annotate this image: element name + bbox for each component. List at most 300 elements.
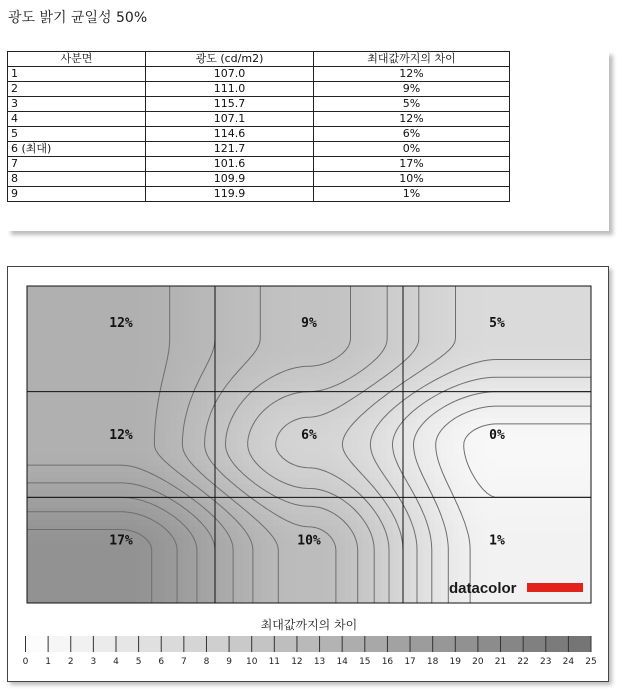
heatmap-tile — [399, 340, 406, 347]
heatmap-tile — [75, 382, 82, 389]
heatmap-tile — [519, 412, 526, 419]
heatmap-tile — [33, 304, 40, 311]
heatmap-tile — [279, 286, 286, 293]
heatmap-tile — [27, 544, 34, 551]
heatmap-tile — [63, 328, 70, 335]
heatmap-tile — [69, 490, 76, 497]
heatmap-tile — [303, 520, 310, 527]
heatmap-tile — [573, 466, 580, 473]
heatmap-tile — [279, 466, 286, 473]
heatmap-tile — [171, 340, 178, 347]
heatmap-tile — [129, 382, 136, 389]
heatmap-tile — [351, 328, 358, 335]
heatmap-tile — [195, 460, 202, 467]
heatmap-tile — [459, 562, 466, 569]
heatmap-tile — [309, 364, 316, 371]
heatmap-tile — [261, 574, 268, 581]
heatmap-tile — [57, 538, 64, 545]
heatmap-tile — [81, 400, 88, 407]
heatmap-tile — [219, 592, 226, 599]
heatmap-tile — [87, 592, 94, 599]
heatmap-tile — [501, 466, 508, 473]
heatmap-tile — [471, 526, 478, 533]
heatmap-tile — [183, 322, 190, 329]
heatmap-tile — [339, 328, 346, 335]
heatmap-tile — [501, 448, 508, 455]
heatmap-tile — [399, 316, 406, 323]
heatmap-tile — [267, 430, 274, 437]
heatmap-tile — [153, 286, 160, 293]
heatmap-tile — [153, 316, 160, 323]
heatmap-tile — [345, 418, 352, 425]
heatmap-tile — [93, 304, 100, 311]
heatmap-tile — [351, 340, 358, 347]
heatmap-tile — [567, 544, 574, 551]
heatmap-tile — [381, 310, 388, 317]
heatmap-tile — [93, 364, 100, 371]
heatmap-tile — [237, 508, 244, 515]
heatmap-tile — [345, 586, 352, 593]
heatmap-tile — [291, 478, 298, 485]
heatmap-tile — [369, 520, 376, 527]
heatmap-tile — [111, 394, 118, 401]
heatmap-tile — [261, 406, 268, 413]
heatmap-tile — [357, 538, 364, 545]
heatmap-tile — [507, 346, 514, 353]
heatmap-tile — [87, 598, 94, 605]
heatmap-tile — [429, 370, 436, 377]
heatmap-tile — [393, 574, 400, 581]
heatmap-tile — [429, 460, 436, 467]
heatmap-tile — [159, 520, 166, 527]
heatmap-tile — [51, 580, 58, 587]
heatmap-tile — [171, 352, 178, 359]
heatmap-tile — [75, 586, 82, 593]
heatmap-tile — [219, 310, 226, 317]
heatmap-tile — [555, 562, 562, 569]
heatmap-tile — [441, 436, 448, 443]
heatmap-tile — [291, 424, 298, 431]
heatmap-tile — [303, 298, 310, 305]
heatmap-tile — [525, 406, 532, 413]
heatmap-tile — [111, 412, 118, 419]
heatmap-tile — [507, 322, 514, 329]
heatmap-tile — [315, 598, 322, 605]
heatmap-tile — [51, 418, 58, 425]
heatmap-tile — [117, 502, 124, 509]
heatmap-tile — [315, 376, 322, 383]
heatmap-tile — [399, 346, 406, 353]
heatmap-tile — [237, 418, 244, 425]
heatmap-tile — [255, 412, 262, 419]
heatmap-tile — [213, 412, 220, 419]
heatmap-tile — [345, 406, 352, 413]
heatmap-tile — [93, 406, 100, 413]
heatmap-tile — [63, 502, 70, 509]
heatmap-tile — [135, 304, 142, 311]
heatmap-tile — [225, 352, 232, 359]
heatmap-tile — [81, 358, 88, 365]
heatmap-tile — [141, 298, 148, 305]
heatmap-tile — [495, 550, 502, 557]
heatmap-tile — [123, 364, 130, 371]
heatmap-tile — [183, 286, 190, 293]
heatmap-tile — [225, 394, 232, 401]
heatmap-tile — [195, 430, 202, 437]
heatmap-tile — [99, 580, 106, 587]
heatmap-tile — [225, 544, 232, 551]
heatmap-tile — [549, 592, 556, 599]
heatmap-tile — [573, 532, 580, 539]
heatmap-tile — [477, 454, 484, 461]
heatmap-tile — [93, 430, 100, 437]
heatmap-tile — [579, 286, 586, 293]
heatmap-tile — [153, 364, 160, 371]
heatmap-tile — [213, 322, 220, 329]
heatmap-tile — [345, 478, 352, 485]
heatmap-tile — [453, 448, 460, 455]
heatmap-tile — [297, 370, 304, 377]
heatmap-tile — [333, 316, 340, 323]
heatmap-tile — [219, 538, 226, 545]
heatmap-tile — [555, 442, 562, 449]
heatmap-tile — [93, 580, 100, 587]
heatmap-tile — [567, 514, 574, 521]
heatmap-tile — [555, 532, 562, 539]
heatmap-tile — [483, 340, 490, 347]
heatmap-tile — [117, 286, 124, 293]
heatmap-tile — [237, 292, 244, 299]
heatmap-tile — [147, 574, 154, 581]
heatmap-tile — [33, 472, 40, 479]
heatmap-tile — [183, 544, 190, 551]
heatmap-tile — [519, 442, 526, 449]
heatmap-tile — [345, 568, 352, 575]
heatmap-tile — [351, 448, 358, 455]
heatmap-tile — [483, 520, 490, 527]
heatmap-tile — [549, 328, 556, 335]
heatmap-tile — [531, 514, 538, 521]
heatmap-tile — [105, 406, 112, 413]
heatmap-tile — [57, 490, 64, 497]
heatmap-tile — [231, 310, 238, 317]
heatmap-tile — [567, 394, 574, 401]
heatmap-tile — [99, 358, 106, 365]
heatmap-tile — [81, 346, 88, 353]
heatmap-tile — [363, 448, 370, 455]
heatmap-tile — [309, 352, 316, 359]
heatmap-tile — [411, 394, 418, 401]
heatmap-tile — [75, 574, 82, 581]
heatmap-tile — [405, 334, 412, 341]
heatmap-tile — [237, 430, 244, 437]
heatmap-tile — [315, 334, 322, 341]
heatmap-tile — [543, 316, 550, 323]
heatmap-tile — [297, 382, 304, 389]
heatmap-tile — [117, 364, 124, 371]
heatmap-tile — [543, 286, 550, 293]
heatmap-tile — [465, 334, 472, 341]
heatmap-tile — [39, 424, 46, 431]
heatmap-tile — [573, 340, 580, 347]
heatmap-tile — [291, 328, 298, 335]
heatmap-tile — [75, 550, 82, 557]
heatmap-tile — [93, 442, 100, 449]
heatmap-tile — [39, 484, 46, 491]
heatmap-tile — [147, 532, 154, 539]
heatmap-tile — [219, 478, 226, 485]
heatmap-tile — [411, 382, 418, 389]
heatmap-tile — [531, 568, 538, 575]
heatmap-tile — [63, 586, 70, 593]
heatmap-tile — [519, 406, 526, 413]
heatmap-tile — [573, 448, 580, 455]
heatmap-tile — [339, 598, 346, 605]
heatmap-tile — [327, 292, 334, 299]
heatmap-tile — [39, 574, 46, 581]
heatmap-tile — [249, 592, 256, 599]
heatmap-tile — [285, 322, 292, 329]
heatmap-tile — [231, 556, 238, 563]
heatmap-tile — [297, 346, 304, 353]
heatmap-tile — [435, 412, 442, 419]
heatmap-tile — [57, 478, 64, 485]
heatmap-tile — [63, 340, 70, 347]
heatmap-tile — [429, 514, 436, 521]
heatmap-tile — [33, 394, 40, 401]
heatmap-tile — [165, 490, 172, 497]
heatmap-tile — [165, 310, 172, 317]
heatmap-tile — [291, 358, 298, 365]
heatmap-tile — [51, 364, 58, 371]
heatmap-tile — [417, 490, 424, 497]
heatmap-tile — [423, 448, 430, 455]
heatmap-tile — [75, 424, 82, 431]
heatmap-tile — [285, 472, 292, 479]
heatmap-tile — [123, 286, 130, 293]
heatmap-tile — [183, 532, 190, 539]
heatmap-tile — [63, 310, 70, 317]
heatmap-tile — [573, 538, 580, 545]
heatmap-tile — [213, 316, 220, 323]
heatmap-tile — [105, 364, 112, 371]
heatmap-tile — [507, 448, 514, 455]
diff-cell: 12% — [314, 67, 510, 82]
heatmap-tile — [531, 328, 538, 335]
heatmap-tile — [381, 598, 388, 605]
heatmap-tile — [471, 490, 478, 497]
heatmap-tile — [171, 478, 178, 485]
heatmap-tile — [477, 370, 484, 377]
heatmap-tile — [75, 448, 82, 455]
heatmap-tile — [99, 472, 106, 479]
heatmap-tile — [543, 436, 550, 443]
heatmap-tile — [351, 472, 358, 479]
heatmap-tile — [519, 394, 526, 401]
heatmap-tile — [147, 346, 154, 353]
zone-cell: 9 — [8, 187, 146, 202]
heatmap-tile — [453, 316, 460, 323]
heatmap-tile — [483, 376, 490, 383]
heatmap-tile — [39, 286, 46, 293]
heatmap-tile — [477, 430, 484, 437]
heatmap-tile — [273, 322, 280, 329]
heatmap-tile — [231, 430, 238, 437]
heatmap-tile — [51, 454, 58, 461]
heatmap-tile — [495, 370, 502, 377]
heatmap-tile — [351, 334, 358, 341]
heatmap-tile — [489, 550, 496, 557]
heatmap-tile — [213, 580, 220, 587]
heatmap-tile — [519, 292, 526, 299]
heatmap-tile — [33, 556, 40, 563]
heatmap-tile — [135, 352, 142, 359]
heatmap-tile — [207, 292, 214, 299]
heatmap-tile — [285, 592, 292, 599]
heatmap-tile — [207, 502, 214, 509]
heatmap-tile — [423, 328, 430, 335]
heatmap-tile — [135, 538, 142, 545]
heatmap-tile — [123, 490, 130, 497]
heatmap-tile — [369, 352, 376, 359]
heatmap-tile — [147, 598, 154, 605]
heatmap-tile — [543, 364, 550, 371]
heatmap-tile — [579, 508, 586, 515]
diff-cell: 10% — [314, 172, 510, 187]
heatmap-tile — [465, 430, 472, 437]
heatmap-tile — [51, 478, 58, 485]
heatmap-tile — [369, 394, 376, 401]
heatmap-tile — [123, 352, 130, 359]
heatmap-tile — [69, 484, 76, 491]
heatmap-tile — [363, 508, 370, 515]
heatmap-tile — [261, 370, 268, 377]
heatmap-tile — [69, 382, 76, 389]
heatmap-tile — [81, 304, 88, 311]
heatmap-tile — [159, 484, 166, 491]
heatmap-tile — [69, 406, 76, 413]
heatmap-tile — [477, 412, 484, 419]
heatmap-tile — [93, 298, 100, 305]
heatmap-tile — [261, 442, 268, 449]
heatmap-tile — [369, 376, 376, 383]
heatmap-tile — [51, 574, 58, 581]
heatmap-tile — [69, 454, 76, 461]
heatmap-tile — [363, 562, 370, 569]
heatmap-tile — [309, 454, 316, 461]
heatmap-tile — [243, 592, 250, 599]
heatmap-tile — [39, 454, 46, 461]
heatmap-tile — [483, 370, 490, 377]
heatmap-tile — [345, 544, 352, 551]
heatmap-tile — [93, 460, 100, 467]
heatmap-tile — [573, 346, 580, 353]
heatmap-tile — [489, 292, 496, 299]
heatmap-tile — [483, 562, 490, 569]
heatmap-tile — [225, 358, 232, 365]
heatmap-tile — [93, 394, 100, 401]
heatmap-tile — [231, 376, 238, 383]
heatmap-tile — [255, 424, 262, 431]
heatmap-tile — [279, 484, 286, 491]
heatmap-tile — [525, 346, 532, 353]
heatmap-tile — [447, 526, 454, 533]
heatmap-tile — [477, 334, 484, 341]
heatmap-tile — [513, 340, 520, 347]
heatmap-tile — [573, 592, 580, 599]
heatmap-tile — [405, 346, 412, 353]
heatmap-tile — [399, 436, 406, 443]
heatmap-tile — [123, 394, 130, 401]
heatmap-tile — [339, 586, 346, 593]
heatmap-tile — [87, 580, 94, 587]
heatmap-tile — [561, 364, 568, 371]
heatmap-tile — [267, 412, 274, 419]
heatmap-tile — [315, 586, 322, 593]
heatmap-tile — [357, 334, 364, 341]
heatmap-tile — [507, 538, 514, 545]
heatmap-tile — [123, 562, 130, 569]
heatmap-tile — [123, 466, 130, 473]
heatmap-tile — [411, 328, 418, 335]
heatmap-tile — [387, 568, 394, 575]
heatmap-tile — [249, 586, 256, 593]
heatmap-tile — [387, 430, 394, 437]
heatmap-tile — [147, 364, 154, 371]
heatmap-tile — [117, 550, 124, 557]
heatmap-tile — [387, 556, 394, 563]
heatmap-tile — [45, 310, 52, 317]
heatmap-tile — [309, 358, 316, 365]
heatmap-tile — [63, 412, 70, 419]
heatmap-tile — [249, 490, 256, 497]
heatmap-tile — [489, 298, 496, 305]
heatmap-tile — [453, 532, 460, 539]
heatmap-tile — [81, 406, 88, 413]
heatmap-tile — [99, 304, 106, 311]
heatmap-tile — [81, 502, 88, 509]
heatmap-tile — [135, 448, 142, 455]
heatmap-tile — [441, 502, 448, 509]
heatmap-tile — [249, 562, 256, 569]
heatmap-tile — [177, 454, 184, 461]
heatmap-tile — [417, 352, 424, 359]
heatmap-tile — [231, 418, 238, 425]
heatmap-tile — [279, 562, 286, 569]
heatmap-tile — [177, 328, 184, 335]
heatmap-tile — [501, 568, 508, 575]
heatmap-tile — [339, 460, 346, 467]
heatmap-tile — [363, 376, 370, 383]
heatmap-tile — [225, 520, 232, 527]
heatmap-tile — [279, 382, 286, 389]
heatmap-tile — [321, 538, 328, 545]
heatmap-tile — [153, 304, 160, 311]
heatmap-tile — [375, 472, 382, 479]
heatmap-tile — [417, 298, 424, 305]
heatmap-tile — [267, 310, 274, 317]
heatmap-tile — [321, 586, 328, 593]
heatmap-tile — [105, 454, 112, 461]
heatmap-tile — [327, 520, 334, 527]
heatmap-tile — [135, 292, 142, 299]
heatmap-tile — [357, 430, 364, 437]
heatmap-tile — [93, 538, 100, 545]
heatmap-tile — [177, 574, 184, 581]
heatmap-tile — [351, 580, 358, 587]
heatmap-tile — [177, 334, 184, 341]
heatmap-tile — [99, 436, 106, 443]
